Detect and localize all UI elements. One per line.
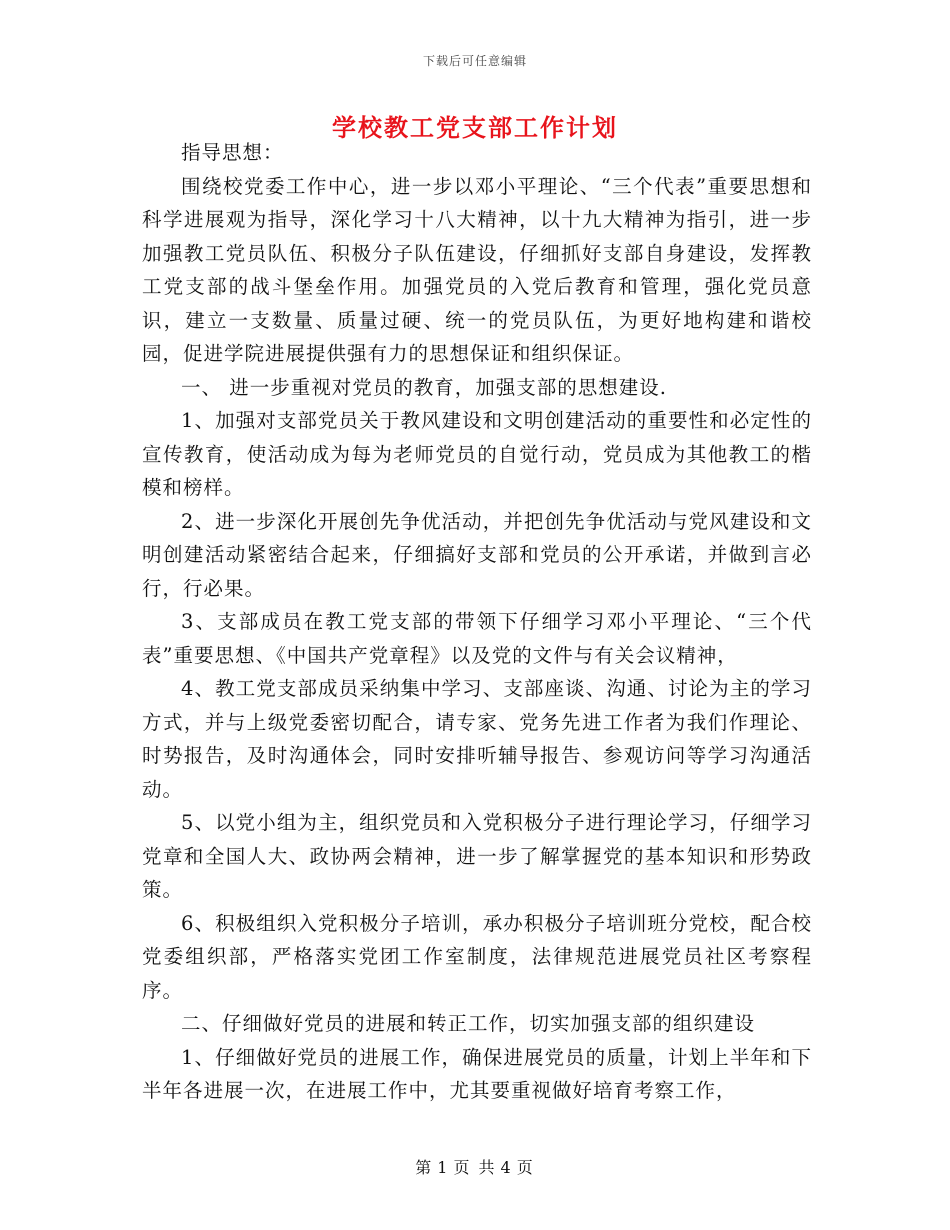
section-heading: 二、仔细做好党员的进展和转正工作，切实加强支部的组织建设 <box>181 1012 756 1035</box>
paragraph: 1、仔细做好党员的进展工作，确保进展党员的质量，计划上半年和下半年各进展一次，在进展工作中，尤其要重视做好培育考察工作， <box>142 1045 812 1102</box>
paragraph-guiding-thought-heading: 指导思想： <box>181 141 284 164</box>
page-total: 4 <box>500 1158 513 1177</box>
paragraph: 2、进一步深化开展创先争优活动，并把创先争优活动与党风建设和文明创建活动紧密结合起来，仔细搞好支部和党员的公开承诺，并做到言必行，行必果。 <box>142 509 812 600</box>
page-current: 1 <box>437 1158 450 1177</box>
paragraph: 6、积极组织入党积极分子培训，承办积极分子培训班分党校，配合校党委组织部，严格落实党团工作室制度，法律规范进展党员社区考察程序。 <box>142 911 812 1002</box>
paragraph: 3、支部成员在教工党支部的带领下仔细学习邓小平理论、“三个代表”重要思想、《中国共产党章程》以及党的文件与有关会议精神， <box>142 610 812 667</box>
paragraph: 1、加强对支部党员关于教风建设和文明创建活动的重要性和必定性的宣传教育，使活动成为每为老师党员的自觉行动，党员成为其他教工的楷模和榜样。 <box>142 409 812 499</box>
document-body <box>142 136 812 1108</box>
paragraph: 围绕校党委工作中心，进一步以邓小平理论、“三个代表”重要思想和科学进展观为指导，深化学习十八大精神，以十九大精神为指引，进一步加强教工党员队伍、积极分子队伍建设，仔细抓好支部自身建设，发挥教工党支部的战斗堡垒作用。加强党员的入党后教育和管理，强化党员意识，建立一支数量、质量过硬、统一的党员队伍，为更好地构建和谐校园，促进学院进展提供强有力的思想保证和组织保证。 <box>142 174 812 365</box>
page-prefix: 第 <box>415 1158 434 1177</box>
header-note: 下载后可任意编辑 <box>422 54 527 68</box>
document-title: 学校教工党支部工作计划 <box>332 113 618 142</box>
page-suffix: 页 <box>516 1158 535 1177</box>
paragraph: 4、教工党支部成员采纳集中学习、支部座谈、沟通、讨论为主的学习方式，并与上级党委密切配合，请专家、党务先进工作者为我们作理论、时势报告，及时沟通体会，同时安排听辅导报告、参观访问等学习沟通活动。 <box>142 677 812 801</box>
paragraph: 5、以党小组为主，组织党员和入党积极分子进行理论学习，仔细学习党章和全国人大、政协两会精神，进一步了解掌握党的基本知识和形势政策。 <box>142 811 812 901</box>
page-middle: 页 共 <box>453 1158 497 1177</box>
page-footer <box>0 1155 950 1178</box>
section-heading: 一、 进一步重视对党员的教育，加强支部的思想建设. <box>181 375 667 399</box>
